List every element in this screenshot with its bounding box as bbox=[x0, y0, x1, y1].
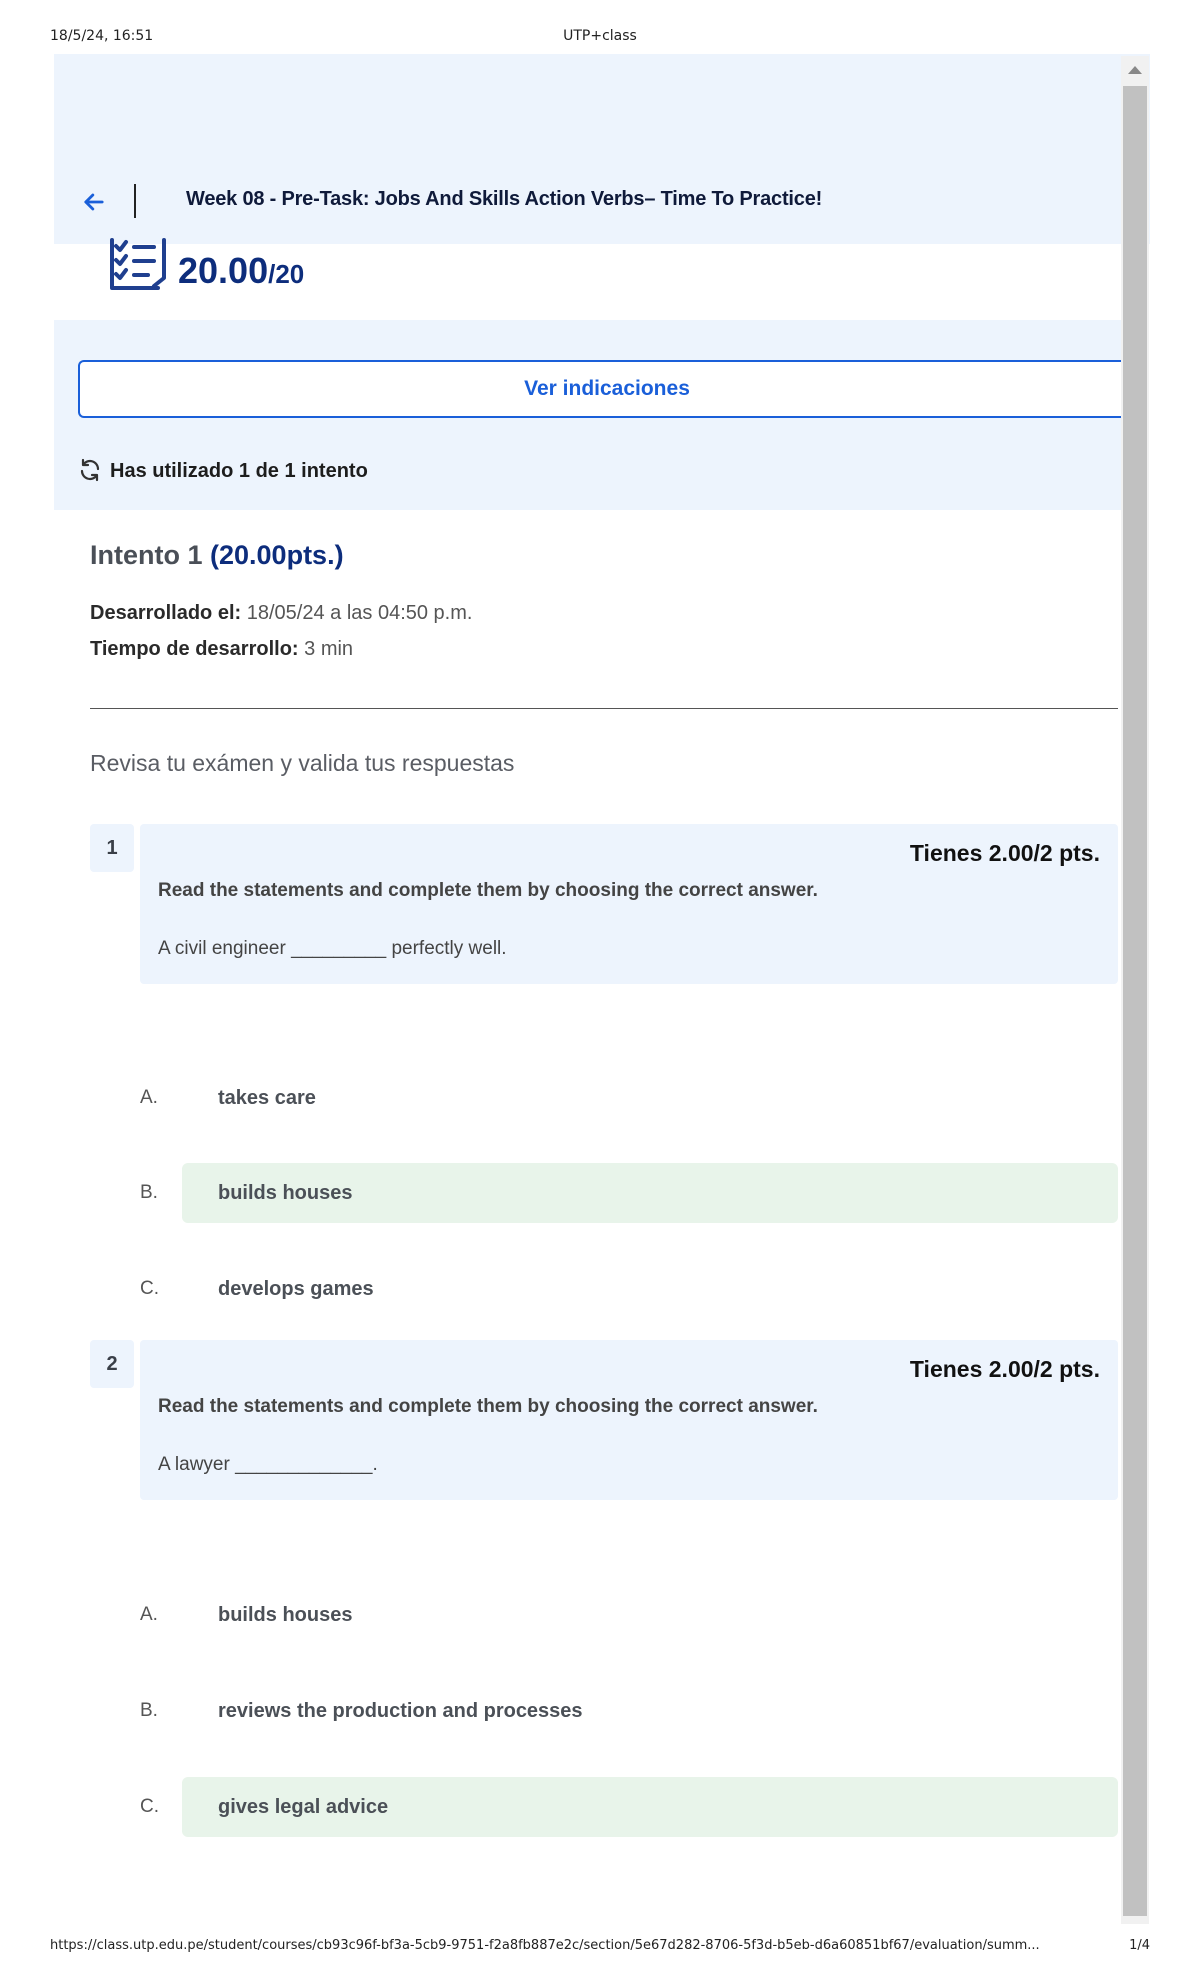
option-text: develops games bbox=[218, 1278, 374, 1300]
answer-option-correct bbox=[140, 1163, 1118, 1223]
question-number: 2 bbox=[90, 1340, 134, 1388]
option-body bbox=[182, 1681, 1118, 1741]
option-body bbox=[182, 1068, 1118, 1128]
print-footer bbox=[50, 1938, 1150, 1958]
print-datetime: 18/5/24, 16:51 bbox=[50, 28, 154, 44]
question-card bbox=[140, 1340, 1118, 1500]
answer-option bbox=[140, 1585, 1118, 1645]
option-text: takes care bbox=[218, 1087, 316, 1109]
score-summary bbox=[54, 244, 1122, 320]
score-number: 20.00 bbox=[178, 250, 269, 291]
scroll-up-arrow-icon[interactable] bbox=[1128, 66, 1142, 74]
answer-option bbox=[140, 1259, 1118, 1319]
option-letter: B. bbox=[140, 1182, 158, 1203]
developed-value: 18/05/24 a las 04:50 p.m. bbox=[246, 602, 473, 624]
attempt-label: Intento 1 bbox=[90, 540, 203, 570]
option-text: gives legal advice bbox=[218, 1796, 389, 1818]
option-body bbox=[182, 1163, 1118, 1223]
attempts-info bbox=[78, 458, 368, 483]
answer-option bbox=[140, 1068, 1118, 1128]
checklist-icon bbox=[102, 238, 170, 296]
option-text: builds houses bbox=[218, 1182, 353, 1204]
option-body bbox=[182, 1259, 1118, 1319]
question-sentence: A lawyer _____________. bbox=[158, 1454, 378, 1475]
duration-label: Tiempo de desarrollo: bbox=[90, 638, 299, 660]
back-arrow-icon[interactable] bbox=[80, 188, 108, 216]
section-divider bbox=[90, 708, 1118, 709]
header-divider bbox=[134, 184, 136, 218]
top-bar bbox=[54, 54, 1150, 244]
question-card bbox=[140, 824, 1118, 984]
development-time bbox=[90, 638, 353, 661]
developed-label: Desarrollado el: bbox=[90, 602, 242, 624]
option-letter: A. bbox=[140, 1604, 158, 1625]
attempt-title bbox=[90, 540, 344, 571]
score-max: /20 bbox=[268, 259, 305, 289]
scrollbar-thumb[interactable] bbox=[1123, 86, 1147, 1916]
score-value bbox=[178, 250, 304, 292]
answer-option bbox=[140, 1681, 1118, 1741]
attempt-points: (20.00pts.) bbox=[210, 540, 344, 570]
option-text: builds houses bbox=[218, 1604, 353, 1626]
duration-value: 3 min bbox=[304, 638, 354, 660]
question-sentence: A civil engineer _________ perfectly well. bbox=[158, 938, 507, 959]
option-text: reviews the production and processes bbox=[218, 1700, 583, 1722]
answer-option-correct bbox=[140, 1777, 1118, 1837]
print-url: https://class.utp.edu.pe/student/courses/cb93c96f-bf3a-5cb9-9751-f2a8fb887e2c/section/5e67d282-8706-5f3d-b5eb-d6a60851bf67/evaluation/summ... bbox=[50, 1938, 1040, 1953]
question-prompt: Read the statements and complete them by choosing the correct answer. bbox=[158, 880, 818, 901]
refresh-icon bbox=[78, 458, 102, 482]
vertical-scrollbar[interactable] bbox=[1121, 56, 1149, 1924]
question-prompt: Read the statements and complete them by choosing the correct answer. bbox=[158, 1396, 818, 1417]
print-page-indicator: 1/4 bbox=[1129, 1938, 1150, 1953]
page-title: Week 08 - Pre-Task: Jobs And Skills Action Verbs– Time To Practice! bbox=[186, 188, 823, 210]
option-letter: B. bbox=[140, 1700, 158, 1721]
question-score: Tienes 2.00/2 pts. bbox=[909, 1356, 1100, 1382]
page-viewport bbox=[54, 54, 1150, 1924]
option-body bbox=[182, 1585, 1118, 1645]
option-body bbox=[182, 1777, 1118, 1837]
option-letter: C. bbox=[140, 1796, 159, 1817]
print-header bbox=[50, 28, 1150, 48]
attempts-panel bbox=[54, 320, 1122, 510]
developed-on bbox=[90, 602, 472, 625]
question-score: Tienes 2.00/2 pts. bbox=[909, 840, 1100, 866]
review-heading: Revisa tu exámen y valida tus respuestas bbox=[90, 750, 515, 776]
view-indications-button[interactable]: Ver indicaciones bbox=[78, 360, 1134, 418]
attempts-text: Has utilizado 1 de 1 intento bbox=[110, 460, 368, 482]
option-letter: C. bbox=[140, 1278, 159, 1299]
option-letter: A. bbox=[140, 1087, 158, 1108]
print-tab-title: UTP+class bbox=[563, 28, 637, 44]
question-number: 1 bbox=[90, 824, 134, 872]
